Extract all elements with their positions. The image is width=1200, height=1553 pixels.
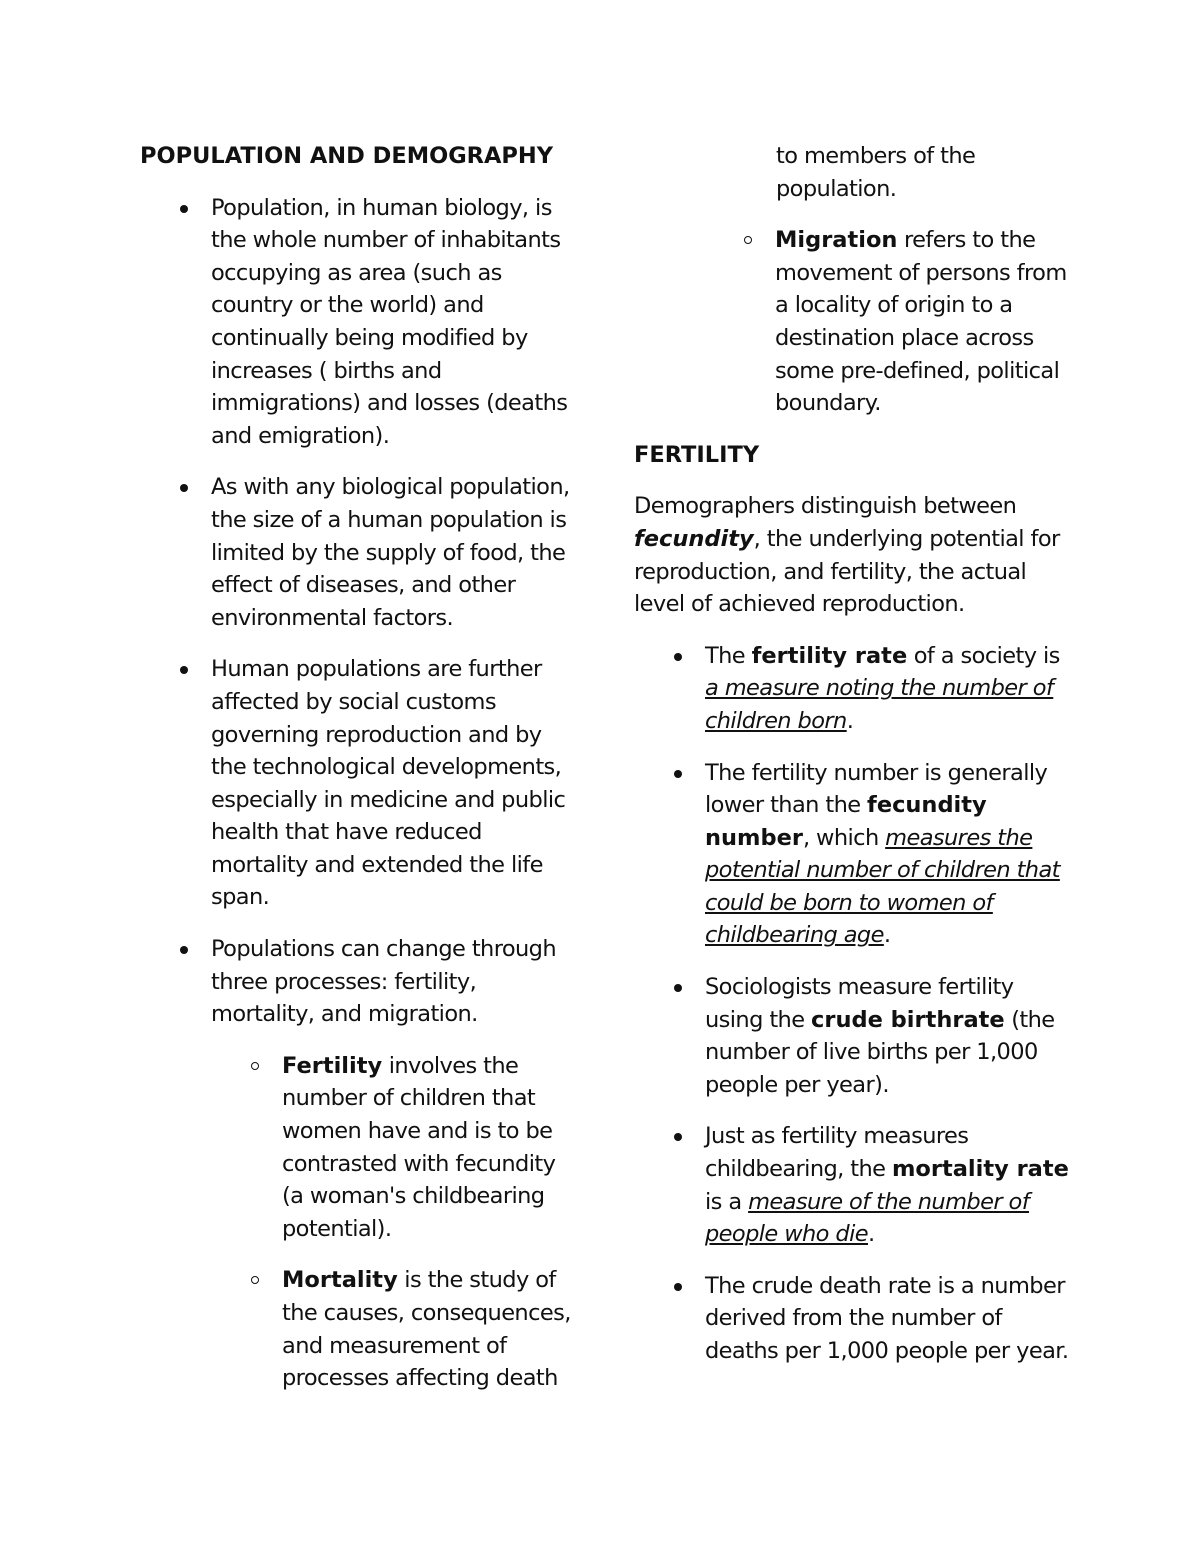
- fertility-description: involves the number of children that women have and is to be contrasted with fecundity (a woman's childbearing potential).: [282, 1052, 556, 1242]
- text-segment: , which: [802, 824, 886, 851]
- bullet-population-limits: As with any biological population, the size of a human population is limited by the supply of food, the effect of diseases, and other environmental factors.: [140, 471, 580, 634]
- term-fecundity: fecundity: [634, 525, 754, 552]
- fertility-intro: [634, 490, 1074, 620]
- migration-description: refers to the movement of persons from a locality of origin to a destination place across some pre-defined, political boundary.: [775, 227, 1067, 417]
- text-segment: The fertility number is generally lower than the: [705, 759, 1048, 819]
- text-segment: is a: [705, 1188, 749, 1215]
- mortality-description: is the study of the causes, consequences, and measurement of processes affecting death: [282, 1267, 571, 1392]
- bullet-fecundity-number: [634, 757, 1074, 953]
- text-segment: Sociologists measure fertility using the: [705, 974, 1014, 1033]
- term-fertility: Fertility: [282, 1052, 383, 1079]
- bullet-mortality-rate: [634, 1120, 1074, 1250]
- subbullet-mortality: [140, 1264, 580, 1394]
- page-title: POPULATION AND DEMOGRAPHY: [140, 143, 554, 169]
- term-migration: Migration: [775, 227, 898, 254]
- section-title-fertility: FERTILITY: [634, 441, 760, 468]
- bullet-three-processes: Populations can change through three processes: fertility, mortality, and migration.: [140, 933, 580, 1031]
- bullet-population-definition: Population, in human biology, is the whole number of inhabitants occupying as area (such as country or the world) and continually being modified by increases ( births and immigrations) and losses (deaths and emigration).: [140, 192, 580, 453]
- term-mortality: Mortality: [282, 1267, 398, 1294]
- text-segment: .: [883, 922, 891, 949]
- text-segment: .: [846, 707, 854, 734]
- intro-text-before: Demographers distinguish between: [634, 493, 1017, 520]
- bullet-crude-birthrate: [634, 971, 1074, 1101]
- subbullet-migration: [634, 224, 1074, 420]
- text-segment: The: [705, 642, 752, 669]
- intro-text-after: , the underlying potential for reproduction, and fertility, the actual level of achieved reproduction.: [634, 525, 1060, 618]
- subbullet-fertility: [140, 1050, 580, 1246]
- text-segment: (the number of live births per 1,000 people per year).: [705, 1006, 1055, 1098]
- bullet-fertility-rate: [634, 640, 1074, 738]
- text-segment: .: [867, 1221, 875, 1248]
- term-fecundity-number: fecundity number: [705, 792, 987, 851]
- right-column: [634, 140, 1074, 1387]
- text-segment: of a society is: [907, 642, 1060, 669]
- term-crude-birthrate: crude birthrate: [811, 1006, 1005, 1033]
- term-mortality-rate: mortality rate: [891, 1156, 1069, 1183]
- text-segment: Just as fertility measures childbearing, the: [705, 1123, 969, 1183]
- underlined-definition: measure of the number of people who die: [705, 1188, 1030, 1248]
- term-fertility-rate: fertility rate: [751, 642, 908, 669]
- mortality-continuation: to members of the population.: [776, 143, 976, 202]
- underlined-definition: a measure noting the number of children born: [705, 675, 1054, 734]
- underlined-definition: measures the potential number of children that could be born to women of childbearing age: [705, 824, 1060, 949]
- bullet-social-customs: Human populations are further affected by social customs governing reproduction and by the technological developments, especially in medicine and public health that have reduced mortality and extended the life span.: [140, 653, 580, 914]
- left-column: [140, 140, 580, 1414]
- bullet-crude-death-rate: The crude death rate is a number derived from the number of deaths per 1,000 people per year.: [634, 1270, 1074, 1368]
